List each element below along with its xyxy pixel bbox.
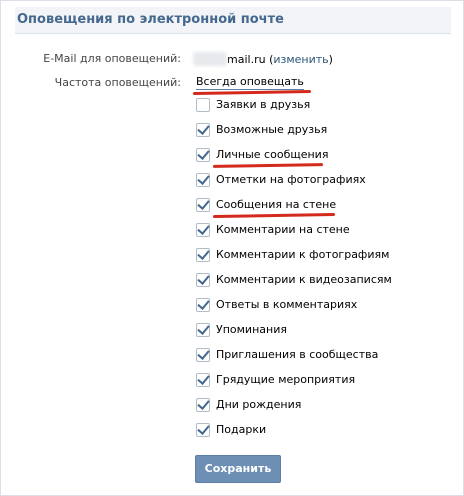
option-label: Заявки в друзья (216, 98, 311, 111)
option-label: Упоминания (216, 323, 287, 336)
option-label: Дни рождения (216, 398, 302, 411)
annotation-underline (213, 163, 323, 168)
option-label: Подарки (216, 423, 267, 436)
checkmark-icon (197, 397, 209, 410)
checkmark-icon (197, 272, 209, 285)
annotation-underline (193, 90, 311, 95)
checkbox[interactable] (196, 348, 210, 362)
checkbox[interactable] (196, 123, 210, 137)
email-label: E-Mail для оповещений: (43, 52, 181, 65)
option-label: Приглашения в сообщества (216, 348, 379, 361)
option-label: Сообщения на стене (216, 198, 337, 211)
frequency-dropdown[interactable]: Всегда оповещать (196, 75, 304, 88)
save-button[interactable]: Сохранить (195, 455, 281, 483)
section-title: Оповещения по электронной почте (17, 12, 284, 27)
email-blurred-username (193, 52, 227, 66)
change-paren-close: ) (328, 53, 333, 66)
checkmark-icon (197, 372, 209, 385)
checkmark-icon (197, 147, 209, 160)
checkmark-icon (197, 422, 209, 435)
checkbox[interactable] (196, 273, 210, 287)
option-label: Личные сообщения (216, 148, 329, 161)
option-label: Отметки на фотографиях (216, 173, 366, 186)
option-label: Комментарии к видеозаписям (216, 273, 392, 286)
change-paren-open: ( (269, 53, 274, 66)
checkbox[interactable] (196, 323, 210, 337)
checkmark-icon (197, 122, 209, 135)
change-email-link[interactable]: изменить (273, 53, 329, 66)
annotation-underline (213, 213, 335, 218)
email-value (193, 52, 333, 66)
checkbox[interactable] (196, 98, 210, 112)
frequency-label: Частота оповещений: (54, 76, 181, 89)
option-label: Комментарии к фотографиям (216, 248, 390, 261)
checkmark-icon (197, 172, 209, 185)
checkmark-icon (197, 247, 209, 260)
checkmark-icon (197, 297, 209, 310)
checkbox[interactable] (196, 298, 210, 312)
option-label: Грядущие мероприятия (216, 373, 356, 386)
option-label: Возможные друзья (216, 123, 328, 136)
option-label: Комментарии на стене (216, 223, 350, 236)
checkmark-icon (197, 197, 209, 210)
checkbox[interactable] (196, 148, 210, 162)
email-domain: mail.ru (227, 53, 266, 66)
checkbox[interactable] (196, 373, 210, 387)
checkbox[interactable] (196, 398, 210, 412)
checkbox[interactable] (196, 223, 210, 237)
checkmark-icon (197, 222, 209, 235)
checkmark-icon (197, 347, 209, 360)
checkbox[interactable] (196, 248, 210, 262)
checkmark-icon (197, 322, 209, 335)
checkbox[interactable] (196, 198, 210, 212)
checkbox[interactable] (196, 423, 210, 437)
checkbox[interactable] (196, 173, 210, 187)
option-label: Ответы в комментариях (216, 298, 358, 311)
